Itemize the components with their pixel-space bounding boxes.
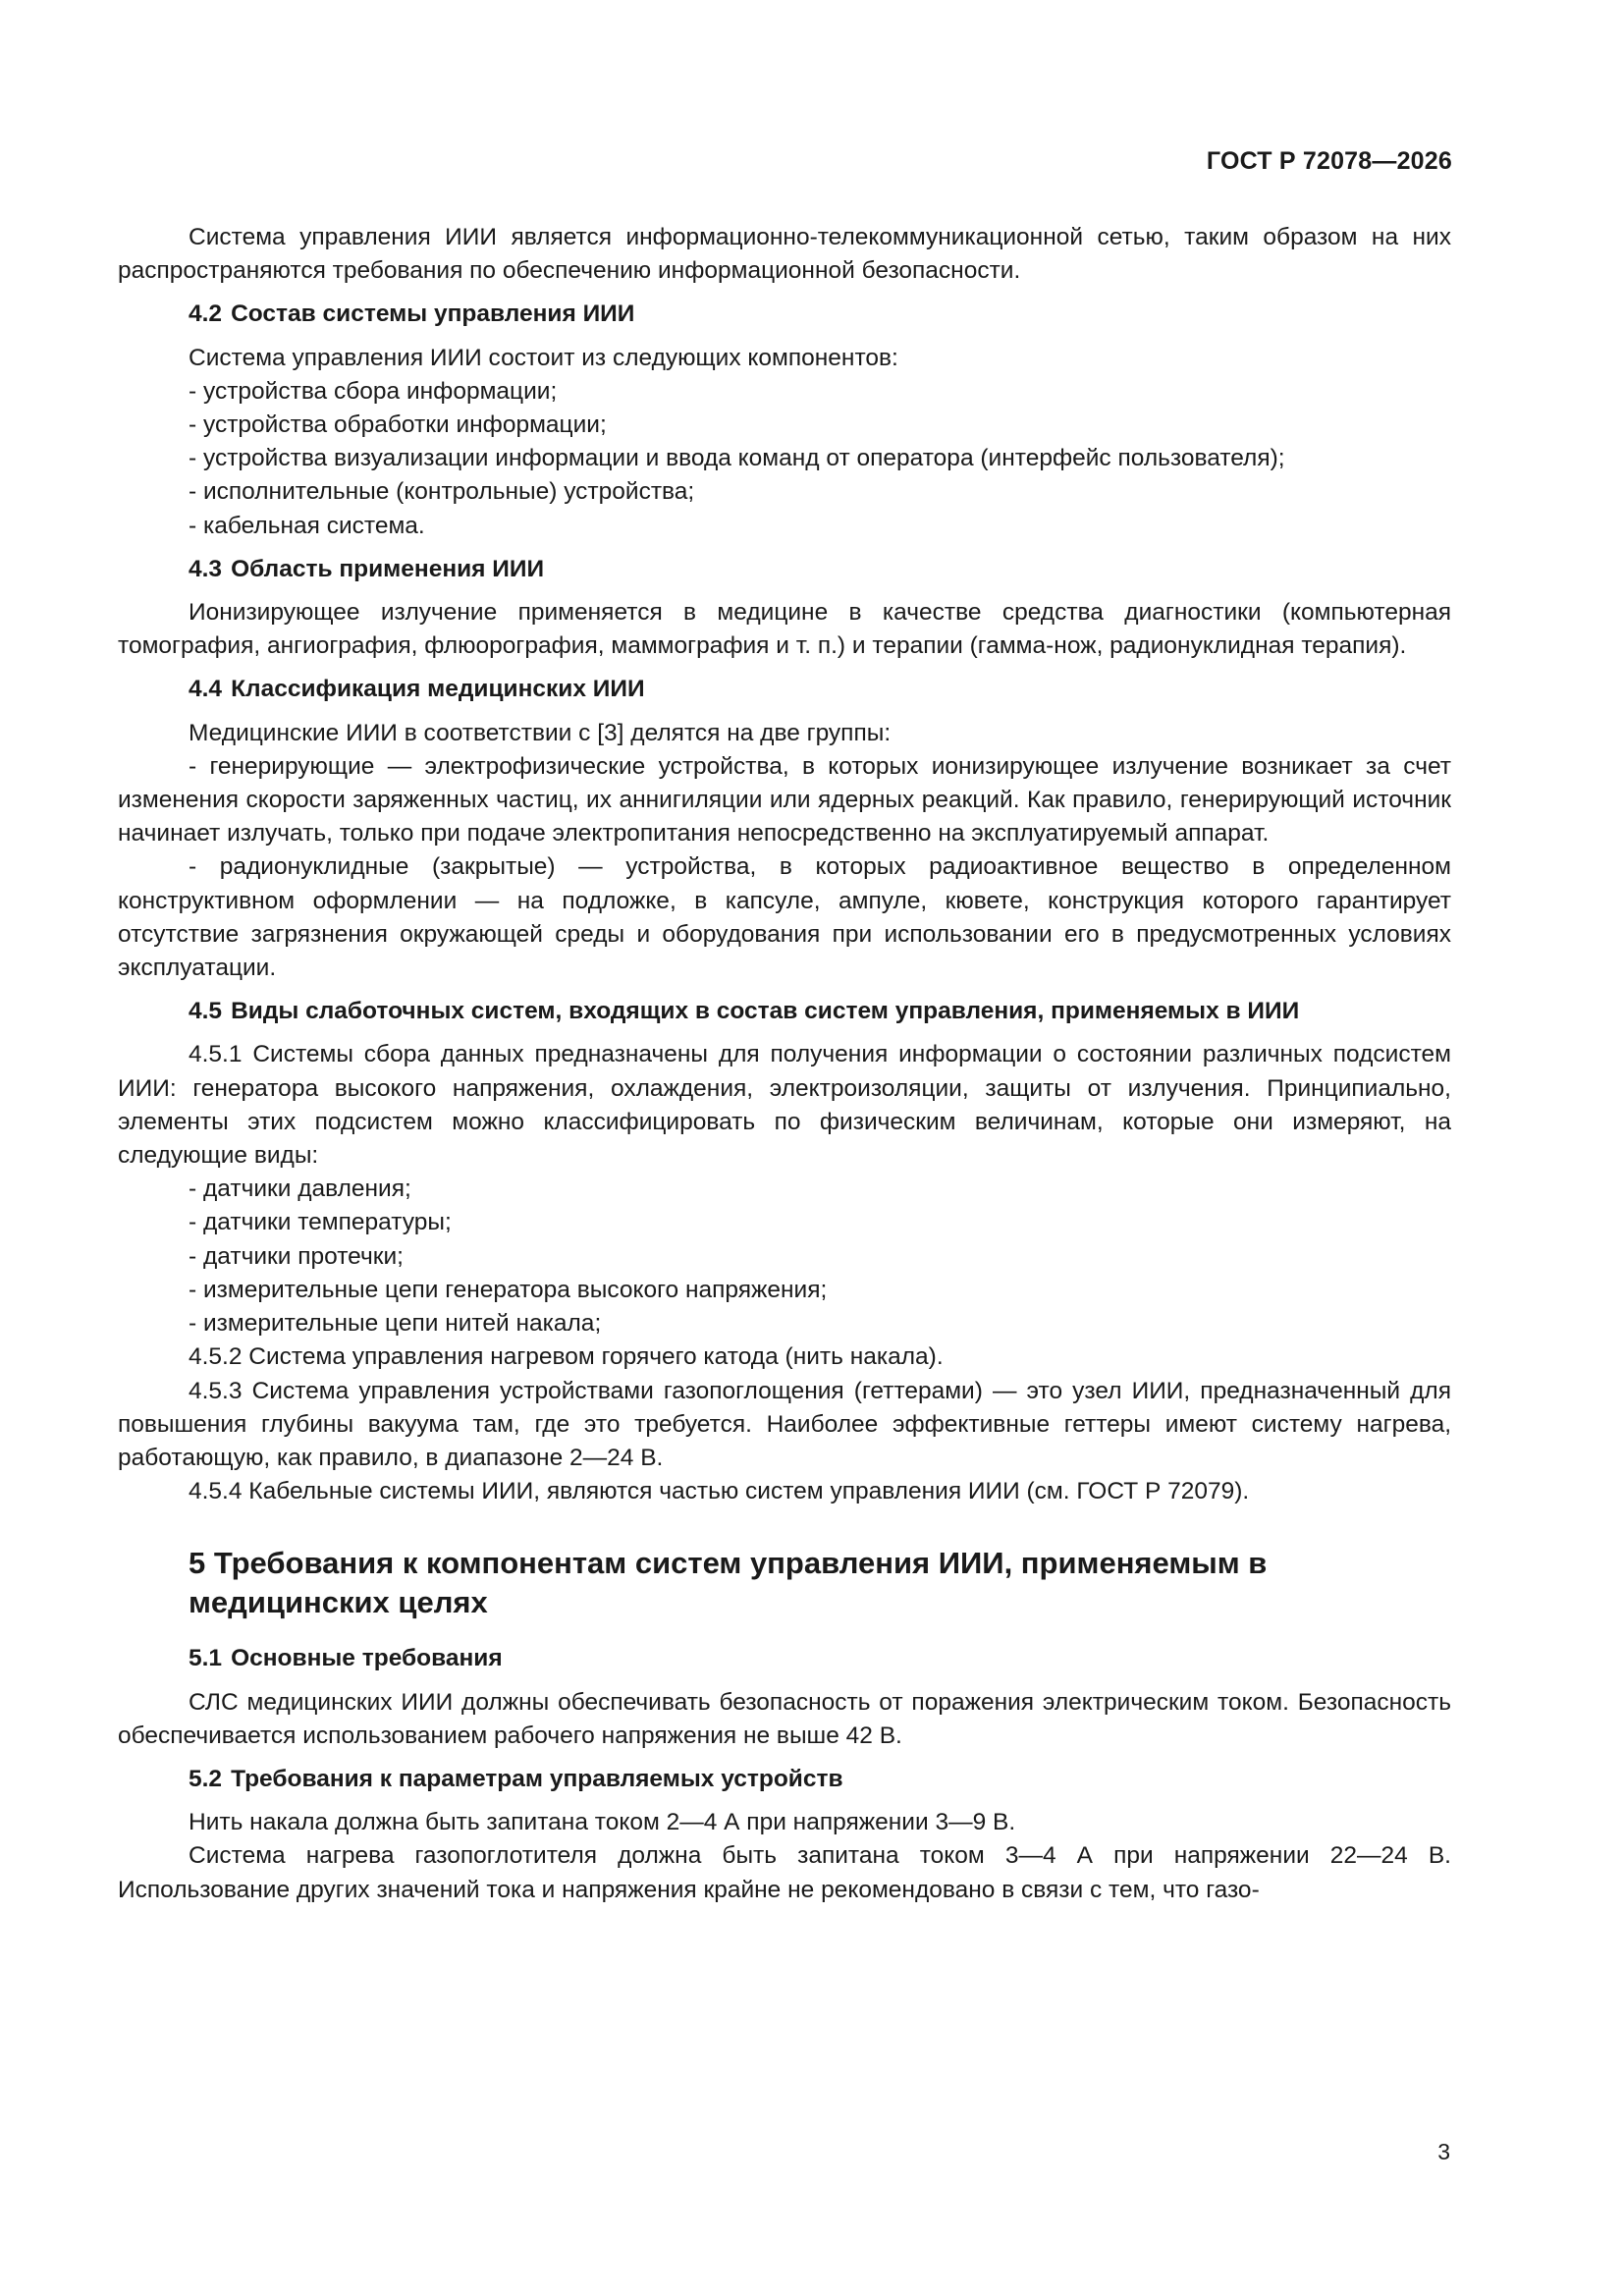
section-number: 4.2 <box>189 301 223 328</box>
list-lead: Система управления ИИИ состоит из следующих компонентов: <box>189 344 898 371</box>
section-heading-4-4 <box>118 673 1451 706</box>
list-item: - генерирующие — электрофизические устройства, в которых ионизирующее излучение возникает за счет изменения скорости заряженных частиц, их аннигиляции или ядерных реакций. Как правило, генерирующий источник начинает излучать, только при подаче электропитания непосредственно на эксплуатируемый аппарат. <box>118 752 1451 847</box>
paragraph: Нить накала должна быть запитана током 2—4 А при напряжении 3—9 В. <box>189 1809 1016 1836</box>
paragraph-4-5-1: 4.5.1 Системы сбора данных предназначены для получения информации о состоянии различных подсистем ИИИ: генератора высокого напряжения, охлаждения, электроизоляции, защиты от излучения. Принципиально, элементы этих подсистем можно классифицировать по физическим величинам, которые они измеряют, на следующие виды: <box>118 1041 1451 1170</box>
chapter-heading-5: 5 Требования к компонентам систем управления ИИИ, применяемым в медицинских целях <box>189 1546 1268 1620</box>
list-item: - устройства сбора информации; <box>189 377 558 405</box>
section-number: 4.3 <box>189 555 223 582</box>
paragraph-4-5-4: 4.5.4 Кабельные системы ИИИ, являются частью систем управления ИИИ (см. ГОСТ Р 72079). <box>189 1478 1250 1505</box>
list-item: - измерительные цепи нитей накала; <box>189 1310 602 1338</box>
document-body <box>118 221 1451 1907</box>
list-item: - кабельная система. <box>189 512 425 539</box>
paragraph-4-5-3: 4.5.3 Система управления устройствами газопоглощения (геттерами) — это узел ИИИ, предназначенный для повышения глубины вакуума там, где это требуется. Наиболее эффективные геттеры имеют систему нагрева, работающую, как правило, в диапазоне 2—24 В. <box>118 1377 1451 1471</box>
page-number: 3 <box>1437 2139 1450 2164</box>
list-item: - измерительные цепи генератора высокого напряжения; <box>189 1276 828 1303</box>
list-item: - исполнительные (контрольные) устройства; <box>189 478 695 506</box>
section-title: Требования к параметрам управляемых устройств <box>231 1765 843 1792</box>
paragraph: СЛС медицинских ИИИ должны обеспечивать безопасность от поражения электрическим током. Безопасность обеспечивается использованием рабочего напряжения не выше 42 В. <box>118 1688 1451 1749</box>
document-header: ГОСТ Р 72078—2026 <box>1206 147 1452 175</box>
list-item: - датчики температуры; <box>189 1209 452 1236</box>
list-item: - датчики давления; <box>189 1175 411 1203</box>
section-heading-4-2 <box>118 298 1451 331</box>
section-heading-5-1 <box>118 1642 1451 1675</box>
section-heading-5-2 <box>118 1763 1451 1796</box>
section-number: 4.5 <box>189 998 223 1025</box>
list-lead: Медицинские ИИИ в соответствии с [3] делятся на две группы: <box>189 719 892 746</box>
list-item: - устройства визуализации информации и ввода команд от оператора (интерфейс пользователя); <box>189 445 1285 472</box>
section-title: Состав системы управления ИИИ <box>231 301 635 328</box>
paragraph-4-5-2: 4.5.2 Система управления нагревом горячего катода (нить накала). <box>189 1343 944 1371</box>
paragraph: Система нагрева газопоглотителя должна быть запитана током 3—4 А при напряжении 22—24 В. Использование других значений тока и напряжения крайне не рекомендовано в связи с тем, что газо- <box>118 1842 1451 1903</box>
intro-paragraph: Система управления ИИИ является информационно-телекоммуникационной сетью, таким образом на них распространяются требования по обеспечению информационной безопасности. <box>118 224 1451 285</box>
section-number: 5.2 <box>189 1765 223 1792</box>
section-heading-4-3 <box>118 553 1451 586</box>
section-title: Основные требования <box>231 1645 503 1672</box>
section-title: Область применения ИИИ <box>231 555 545 582</box>
section-number: 5.1 <box>189 1645 223 1672</box>
list-item: - датчики протечки; <box>189 1242 404 1270</box>
section-heading-4-5 <box>118 995 1451 1028</box>
section-title: Классификация медицинских ИИИ <box>231 676 645 703</box>
section-title: Виды слаботочных систем, входящих в состав систем управления, применяемых в ИИИ <box>231 998 1300 1025</box>
list-item: - радионуклидные (закрытые) — устройства, в которых радиоактивное вещество в определенном конструктивном оформлении — на подложке, в капсуле, ампуле, кювете, конструкция которого гарантирует отсутствие загрязнения окружающей среды и оборудования при использовании его в предусмотренных условиях эксплуатации. <box>118 853 1451 982</box>
section-number: 4.4 <box>189 676 223 703</box>
paragraph: Ионизирующее излучение применяется в медицине в качестве средства диагностики (компьютерная томография, ангиография, флюорография, маммография и т. п.) и терапии (гамма-нож, радионуклидная терапия). <box>118 599 1451 660</box>
list-item: - устройства обработки информации; <box>189 411 607 439</box>
